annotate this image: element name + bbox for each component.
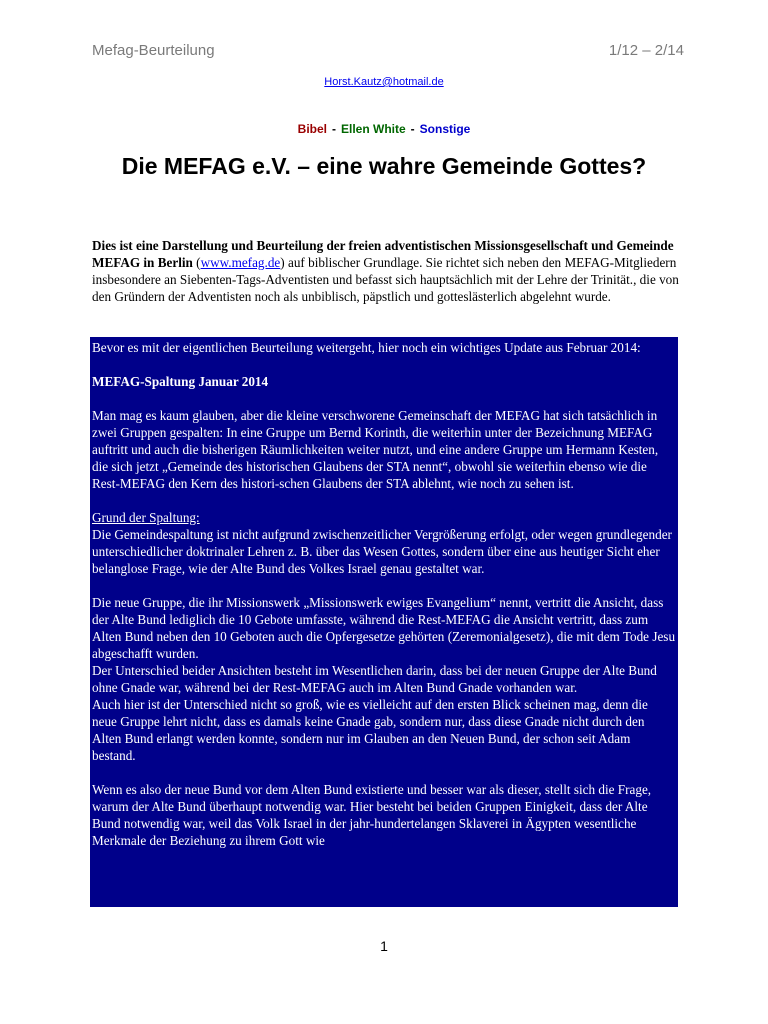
- document-header-range: 1/12 – 2/14: [608, 42, 684, 59]
- update-intro: Bevor es mit der eigentlichen Beurteilung weitergeht, hier noch ein wichtiges Update aus Februar 2014:: [92, 340, 641, 355]
- update-paragraph: Die neue Gruppe, die ihr Missionswerk „Missionswerk ewiges Evangelium“ nennt, vertritt die Ansicht, dass der Alte Bund lediglich die 10 Gebote umfasste, während die Rest-MEFAG die Ansicht vertritt, dass zum Alten Bund neben den 10 Geboten auch die Opfergesetze gehörten (Zeremonialgesetz), die mit dem Tode Jesu abgeschafft wurden.: [92, 595, 676, 661]
- intro-paragraph: [92, 237, 680, 305]
- email-line: [0, 76, 768, 88]
- update-paragraph: Auch hier ist der Unterschied nicht so groß, wie es vielleicht auf den ersten Blick scheinen mag, denn die neue Gruppe lehrt nicht, dass es damals keine Gnade gab, sondern nur, dass diese Gnade nicht durch den Alten Bund erlangt werden konnte, sondern nur im Glauben an den Neuen Bund, der schon seit Adam bestand.: [92, 697, 648, 763]
- intro-bold-text: Dies ist eine Darstellung und Beurteilung der freien adventistischen Missionsgesellschaft und Gemeinde MEFAG in Berlin: [92, 238, 674, 270]
- nav-link-ellen-white[interactable]: Ellen White: [341, 122, 406, 136]
- update-subheading: Grund der Spaltung:: [92, 510, 200, 525]
- nav-separator: -: [332, 122, 336, 136]
- update-heading: MEFAG-Spaltung Januar 2014: [92, 374, 269, 389]
- page-number: 1: [380, 938, 388, 954]
- nav-link-sonstige[interactable]: Sonstige: [419, 122, 471, 136]
- nav-separator: -: [410, 122, 415, 136]
- update-paragraph: Man mag es kaum glauben, aber die kleine verschworene Gemeinschaft der MEFAG hat sich tatsächlich in zwei Gruppen gespalten: In eine Gruppe um Bernd Korinth, die weiterhin unter der Bezeichnung MEFAG auftritt und auch die bisherigen Räumlichkeiten weiter nutzt, und eine andere Gruppe um Hermann Kesten, die sich jetzt „Gemeinde des historischen Glaubens der STA nennt“, obwohl sie weiterhin ebenso wie die Rest-MEFAG den Kern des histori-schen Glaubens der STA ablehnt, wie noch zu sehen ist.: [92, 408, 659, 491]
- intro-pre-link: (: [192, 255, 201, 270]
- update-paragraph: Die Gemeindespaltung ist nicht aufgrund zwischenzeitlicher Vergrößerung erfolgt, oder wegen grundlegender unterschiedlicher doktrinaler Lehren z. B. über das Wesen Gottes, sondern über eine aus heutiger Sicht eher belanglose Frage, wie der Alte Bund des Volkes Israel genau gestaltet war.: [92, 527, 672, 576]
- intro-text: ) auf biblischer Grundlage. Sie richtet sich neben den MEFAG-Mitgliedern insbesondere an Siebenten-Tags-Adventisten und befasst sich hauptsächlich mit der Lehre der Trinität., die von den Gründern der Adventisten noch als unbiblisch, päpstlich und gotteslästerlich abgelehnt wurde.: [92, 255, 679, 304]
- mefag-website-link[interactable]: www.mefag.de: [200, 255, 281, 270]
- update-box: [90, 337, 678, 907]
- update-paragraph: Wenn es also der neue Bund vor dem Alten Bund existierte und besser war als dieser, stellt sich die Frage, warum der Alte Bund überhaupt notwendig war. Hier besteht bei beiden Gruppen Einigkeit, dass der Alte Bund notwendig war, weil das Volk Israel in der jahr-hundertelangen Sklaverei in Ägypten wesentliche Merkmale der Beziehung zu ihrem Gott wie: [92, 782, 652, 848]
- page-title: Die MEFAG e.V. – eine wahre Gemeinde Gottes?: [121, 153, 647, 179]
- document-header-title: Mefag-Beurteilung: [92, 42, 215, 59]
- nav-links: [0, 122, 768, 136]
- nav-link-bibel[interactable]: Bibel: [297, 122, 327, 136]
- update-paragraph: Der Unterschied beider Ansichten besteht im Wesentlichen darin, dass bei der neuen Gruppe der Alte Bund ohne Gnade war, während bei der Rest-MEFAG auch im Alten Bund Gnade vorhanden war.: [92, 663, 657, 695]
- email-link[interactable]: Horst.Kautz@hotmail.de: [324, 76, 444, 88]
